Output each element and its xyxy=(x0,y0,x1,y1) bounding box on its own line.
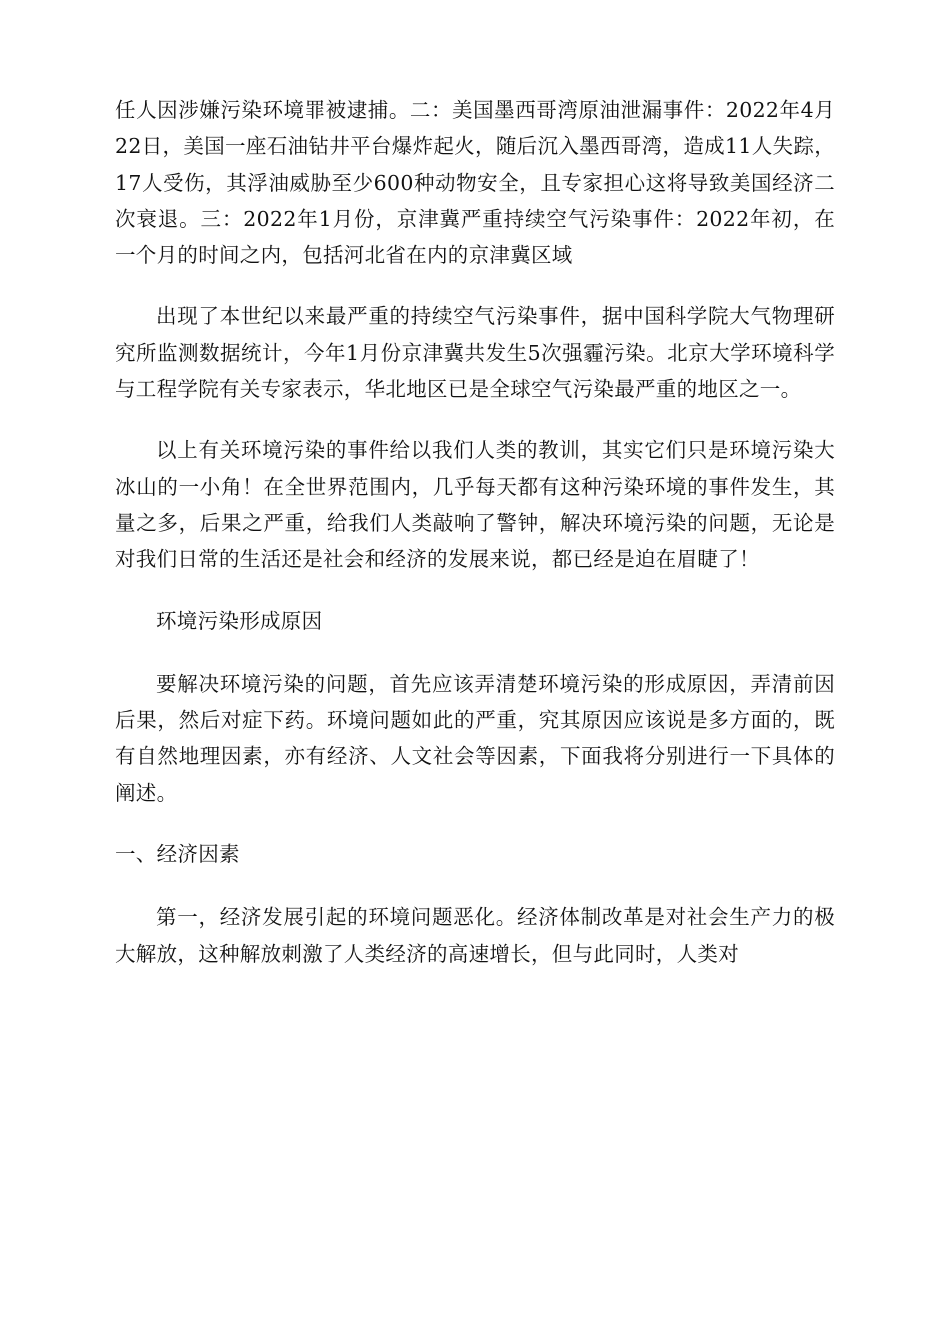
paragraph-lessons: 以上有关环境污染的事件给以我们人类的教训，其实它们只是环境污染大冰山的一小角！在全世界范围内，几乎每天都有这种污染环境的事件发生，其量之多，后果之严重，给我们人类敲响了警钟，解决环境污染的问题，无论是对我们日常的生活还是社会和经济的发展来说，都已经是迫在眉睫了！ xyxy=(115,438,835,572)
paragraph-pollution-events: 任人因涉嫌污染环境罪被逮捕。二：美国墨西哥湾原油泄漏事件：2022年4月22日，美国一座石油钻井平台爆炸起火，随后沉入墨西哥湾，造成11人失踪，17人受伤，其浮油威胁至少600种动物安全，且专家担心这将导致美国经济二次衰退。三：2022年1月份，京津冀严重持续空气污染事件：2022年初，在一个月的时间之内，包括河北省在内的京津冀区域 xyxy=(115,98,835,268)
subsection-heading-economic: 一、经济因素 xyxy=(115,842,240,867)
paragraph-air-pollution: 出现了本世纪以来最严重的持续空气污染事件，据中国科学院大气物理研究所监测数据统计，今年1月份京津冀共发生5次强霾污染。北京大学环境科学与工程学院有关专家表示，华北地区已是全球空气污染最严重的地区之一。 xyxy=(115,304,835,402)
document-page xyxy=(115,92,835,997)
section-heading-causes: 环境污染形成原因 xyxy=(156,608,323,633)
paragraph-economic-factor: 第一，经济发展引起的环境问题恶化。经济体制改革是对社会生产力的极大解放，这种解放刺激了人类经济的高速增长，但与此同时，人类对 xyxy=(115,905,835,966)
paragraph-causes-intro: 要解决环境污染的问题，首先应该弄清楚环境污染的形成原因，弄清前因后果，然后对症下药。环境问题如此的严重，究其原因应该说是多方面的，既有自然地理因素，亦有经济、人文社会等因素，下面我将分别进行一下具体的阐述。 xyxy=(115,671,835,805)
